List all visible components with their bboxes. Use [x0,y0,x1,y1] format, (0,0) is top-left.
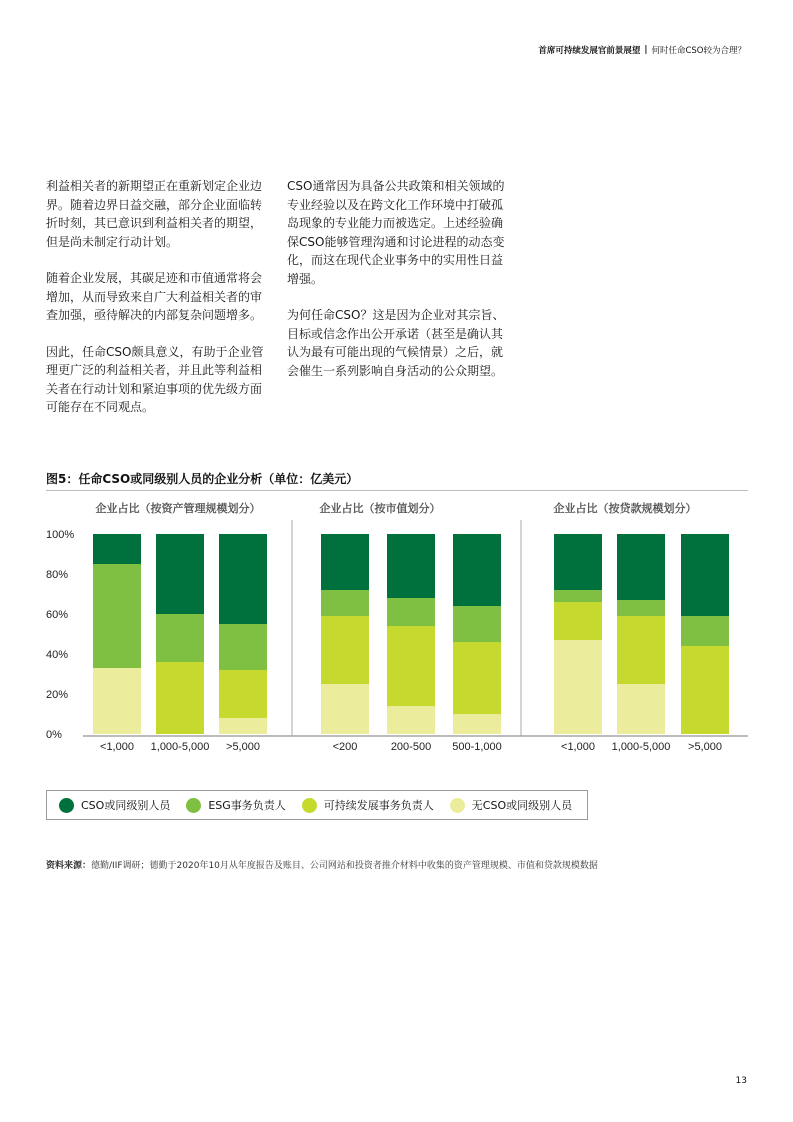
x-tick-label: <1,000 [561,741,595,753]
legend-label: ESG事务负责人 [208,799,286,812]
bar-segment-cso [321,534,369,590]
source-text: 德勤/IIF调研；德勤于2020年10月从年度报告及账目、公司网站和投资者推介材料中收集的资产管理规模、市值和贷款规模数据 [91,861,598,871]
bar-segment-sustain [681,646,729,734]
paragraph: 因此，任命CSO颇具意义，有助于企业管理更广泛的利益相关者，并且此等利益相关者在行动计划和紧迫事项的优先级方面可能存在不同观点。 [46,344,264,414]
x-tick-label: <200 [332,741,358,753]
figure-title: 图5：任命CSO或同级别人员的企业分析（单位：亿美元） [46,472,359,486]
y-tick-label: 80% [46,569,69,581]
legend-swatch-esg [186,798,201,813]
bar-segment-esg [321,590,369,616]
legend-item-sustain [302,797,434,813]
page-number: 13 [735,1076,747,1086]
bar-segment-esg [387,598,435,626]
bar-segment-cso [554,534,602,590]
y-tick-label: 100% [46,529,75,541]
bar-segment-esg [219,624,267,670]
bar-segment-none [554,640,602,734]
bar-segment-esg [617,600,665,616]
x-tick-label: >5,000 [688,741,722,753]
y-tick-label: 20% [46,689,69,701]
section-title: 何时任命CSO较为合理？ [651,46,746,56]
bar-segment-sustain [453,642,501,714]
x-tick-label: 1,000-5,000 [611,741,671,753]
legend-item-cso [59,797,170,813]
bar-segment-none [321,684,369,734]
bar-segment-cso [681,534,729,616]
bar-segment-cso [219,534,267,624]
bar-segment-sustain [617,616,665,684]
report-title: 首席可持续发展官前景展望 [538,46,641,56]
bar-segment-sustain [554,602,602,640]
bar-segment-esg [554,590,602,602]
subchart-title: 企业占比（按市值划分） [319,502,441,515]
bar-segment-sustain [387,626,435,706]
paragraph: 随着企业发展，其碳足迹和市值通常将会增加，从而导致来自广大利益相关者的审查加强，亟待解决的内部复杂问题增多。 [46,271,263,322]
x-tick-label: 500-1,000 [452,741,502,753]
bar-segment-cso [453,534,501,606]
bar-segment-esg [681,616,729,646]
legend-swatch-cso [59,798,74,813]
x-tick-label: <1,000 [100,741,134,753]
bar-segment-none [93,668,141,734]
bar-segment-esg [93,564,141,668]
x-tick-label: >5,000 [226,741,260,753]
bar-segment-none [219,718,267,734]
y-tick-label: 40% [46,649,69,661]
bar-segment-sustain [321,616,369,684]
bar-segment-esg [156,614,204,662]
bar-segment-cso [617,534,665,600]
bar-segment-cso [387,534,435,598]
x-tick-label: 1,000-5,000 [150,741,210,753]
source-note [46,858,598,871]
y-tick-label: 60% [46,609,69,621]
bar-segment-none [453,714,501,734]
paragraph: 利益相关者的新期望正在重新划定企业边界。随着边界日益交融，部分企业面临转折时刻，其已意识到利益相关者的期望，但是尚未制定行动计划。 [46,179,263,249]
legend-label: 可持续发展事务负责人 [323,799,434,812]
bar-segment-cso [93,534,141,564]
bar-segment-sustain [219,670,267,718]
subchart-title: 企业占比（按资产管理规模划分） [95,502,261,515]
bar-segment-esg [453,606,501,642]
x-tick-label: 200-500 [390,741,432,753]
legend-label: 无CSO或同级别人员 [471,799,573,812]
bar-segment-none [617,684,665,734]
legend-swatch-sustain [302,798,317,813]
bar-segment-none [387,706,435,734]
y-tick-label: 0% [46,729,62,741]
legend-item-esg [186,797,285,813]
header-separator: | [644,45,648,55]
legend-label: CSO或同级别人员 [81,799,171,812]
chart-legend [46,790,588,820]
bar-segment-sustain [156,662,204,734]
legend-swatch-none [450,798,465,813]
paragraph: CSO通常因为具备公共政策和相关领域的专业经验以及在跨文化工作环境中打破孤岛现象的专业能力而被选定。上述经验确保CSO能够管理沟通和讨论进程的动态变化，而这在现代企业事务中的实用性日益增强。 [287,179,505,286]
subchart-title: 企业占比（按贷款规模划分） [553,502,697,515]
legend-item-none [450,797,572,813]
source-label: 资料来源： [46,861,92,871]
bar-segment-cso [156,534,204,614]
paragraph: 为何任命CSO？这是因为企业对其宗旨、目标或信念作出公开承诺（甚至是确认其认为最有可能出现的气候情景）之后，就会催生一系列影响自身活动的公众期望。 [287,308,505,378]
